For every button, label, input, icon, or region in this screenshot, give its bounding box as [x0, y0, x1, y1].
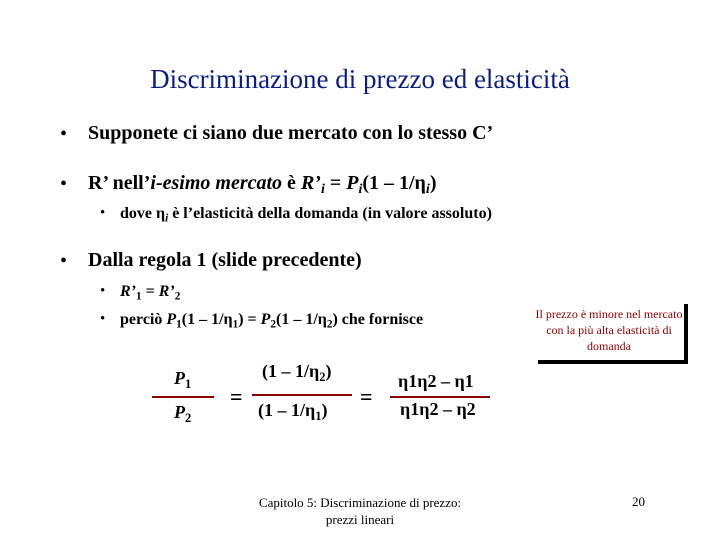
text-run: 2	[174, 290, 181, 303]
bullet-dot: •	[100, 205, 106, 221]
text-run: i-esimo mercato	[150, 172, 283, 194]
text-run: 2	[326, 318, 333, 331]
slide-title: Discriminazione di prezzo ed elasticità	[150, 64, 570, 94]
text-run: )	[325, 361, 332, 381]
text-run: P	[174, 402, 185, 422]
bullet-dot: •	[100, 283, 106, 299]
text-run: (1 – 1/η	[258, 400, 316, 420]
note-box: Il prezzo è minore nel mercato con la più alta elasticità di domanda	[534, 300, 684, 360]
fraction-bar	[152, 396, 214, 398]
text-run: 1	[136, 290, 142, 303]
bullet-4: Dalla regola 1 (slide precedente)	[88, 249, 362, 271]
text-run: è l’elasticità della domanda (in valore assoluto)	[168, 205, 492, 222]
text-run: )	[321, 400, 328, 420]
text-run: R’	[300, 172, 321, 194]
bullet-5	[120, 283, 180, 302]
text-run: (1 – 1/η	[276, 311, 327, 328]
text-run: P	[174, 368, 185, 388]
text-run: i	[425, 182, 430, 198]
footer-text: Capitolo 5: Discriminazione di prezzo: prezzi lineari	[258, 495, 462, 527]
text-run: i	[165, 212, 169, 225]
text-run: (1 – 1/η	[262, 361, 320, 381]
bullet-2	[88, 172, 436, 198]
text-run: i	[358, 182, 363, 198]
equals-sign: =	[360, 384, 373, 409]
text-run: R’	[158, 283, 175, 300]
text-run: (1 – 1/η	[362, 172, 426, 194]
text-run: 2	[319, 369, 326, 384]
text-run: (1 – 1/η	[181, 311, 233, 328]
bullet-dot: •	[100, 311, 106, 327]
eq-p1	[174, 368, 191, 392]
text-run: )	[429, 172, 437, 194]
fraction-bar	[252, 394, 352, 396]
text-run: =	[324, 172, 347, 194]
page-number: 20	[632, 494, 645, 509]
text-run: P	[260, 311, 271, 328]
bullet-dot: •	[60, 173, 68, 195]
bullet-6	[120, 311, 423, 330]
eq-numerator-2	[262, 361, 332, 385]
text-run: ) che fornisce	[332, 311, 424, 328]
eq-numerator-3: η1η2 – η1	[398, 371, 474, 391]
text-run: è	[282, 172, 301, 194]
text-run: perciò	[120, 311, 167, 328]
text-run: 2	[185, 410, 192, 425]
text-run: ) =	[238, 311, 261, 328]
text-run: 1	[185, 376, 192, 391]
eq-denominator-3: η1η2 – η2	[400, 399, 476, 419]
fraction-bar	[390, 396, 490, 398]
bullet-dot: •	[60, 250, 68, 272]
text-run: 1	[232, 318, 239, 331]
text-run: P	[166, 311, 177, 328]
text-run: R’ nell’	[88, 172, 151, 194]
text-run: i	[320, 182, 325, 198]
text-run: =	[141, 283, 159, 300]
eq-p2	[174, 402, 191, 426]
text-run: P	[346, 172, 359, 194]
text-run: dove η	[120, 205, 166, 222]
bullet-3	[120, 205, 492, 224]
bullet-1: Supponete ci siano due mercato con lo stesso C’	[88, 122, 494, 144]
bullet-dot: •	[60, 123, 68, 145]
text-run: 1	[315, 408, 322, 423]
equals-sign: =	[230, 384, 243, 409]
text-run: R’	[120, 283, 136, 300]
text-run: 2	[270, 318, 277, 331]
text-run: 1	[176, 318, 182, 331]
eq-denominator-2	[258, 400, 328, 424]
